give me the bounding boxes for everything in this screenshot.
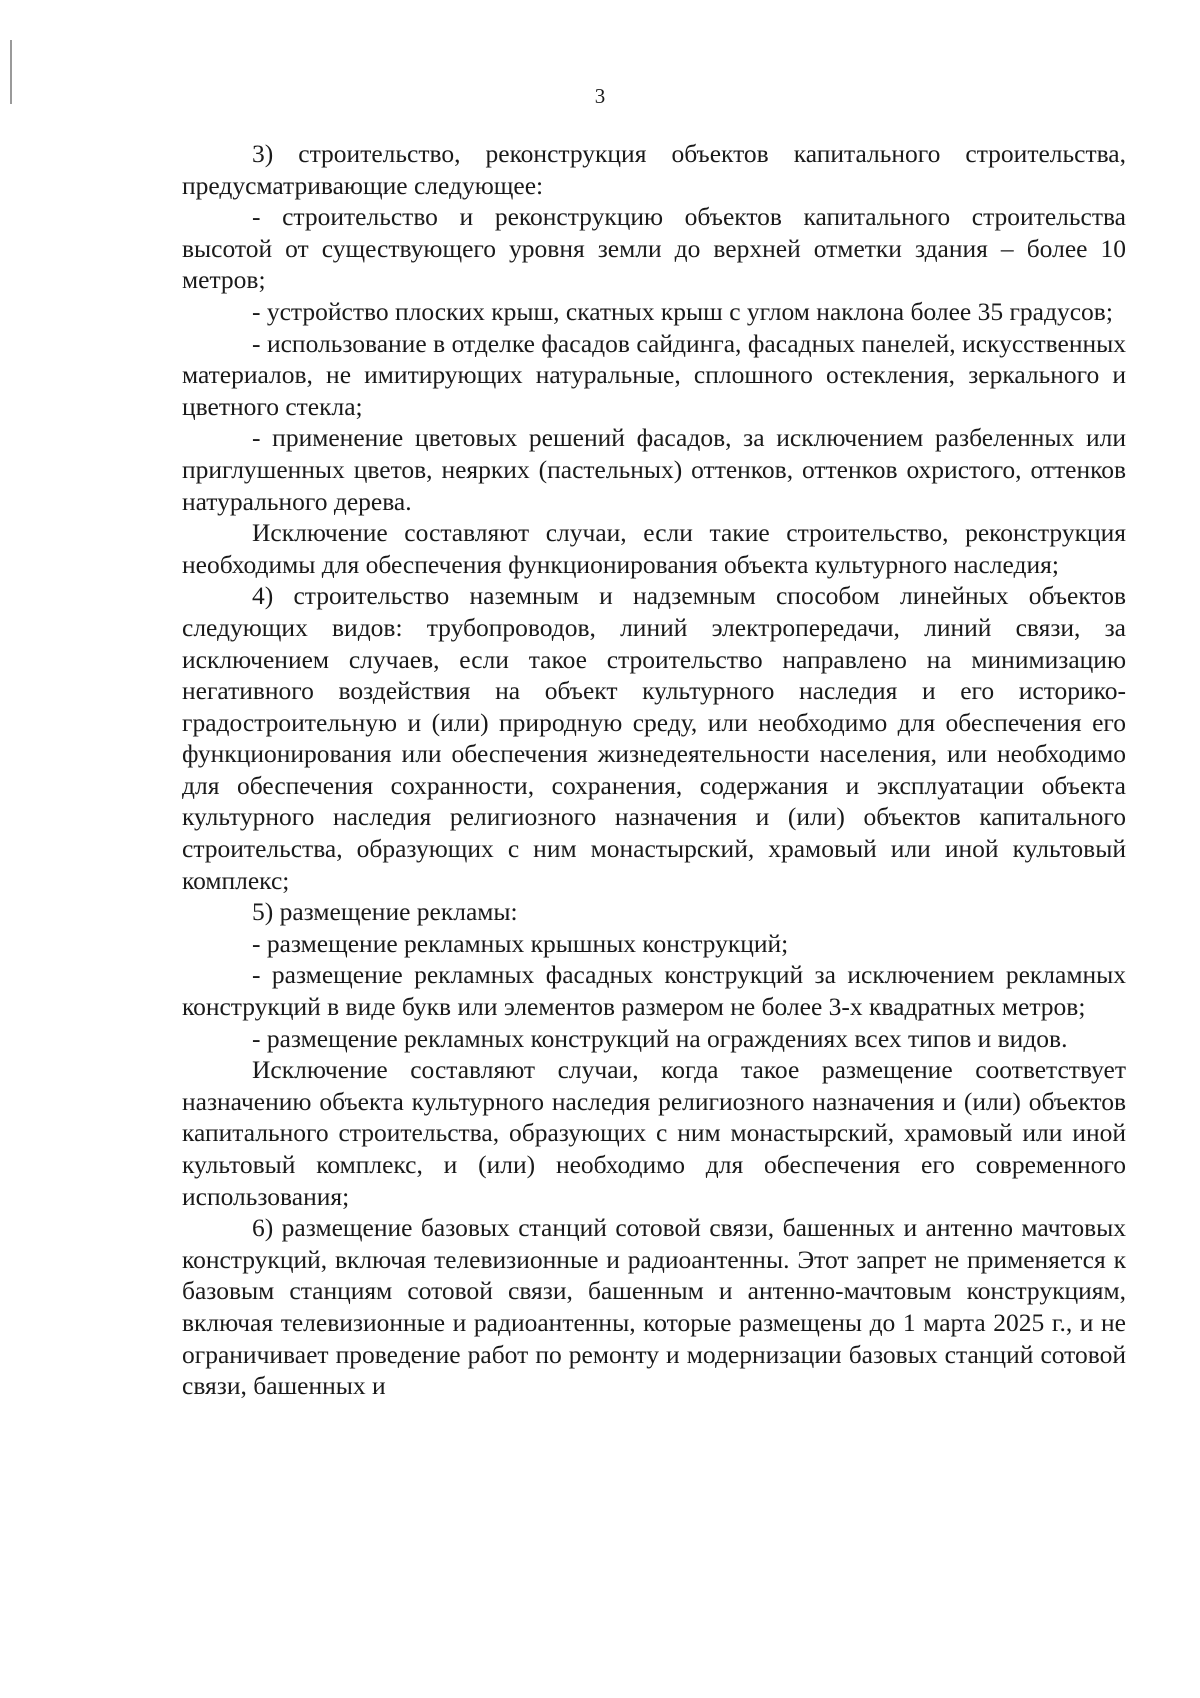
paragraph-exception-advertising: Исключение составляют случаи, когда такое размещение соответствует назначению объекта культурного наследия религиозного назначения и (или) объектов капитального строительства, образующих с ним монастырский, храмовый или иной культовый комплекс, и (или) необходимо для обеспечения его современного использования; [182,1055,1126,1211]
paragraph-item-4: 4) строительство наземным и надземным способом линейных объектов следующих видов: трубопроводов, линий электропередачи, линий связи, за исключением случаев, если такое строительство направлено на минимизацию негативного воздействия на объект культурного наследия и его историко-градостроительную и (или) природную среду, или необходимо для обеспечения его функционирования или обеспечения жизнедеятельности населения, или необходимо для обеспечения сохранности, сохранения, содержания и эксплуатации объекта культурного наследия религиозного назначения и (или) объектов капитального строительства, образующих с ним монастырский, храмовый или иной культовый комплекс; [182,581,1126,895]
paragraph-exception-construction: Исключение составляют случаи, если такие строительство, реконструкция необходимы для обеспечения функционирования объекта культурного наследия; [182,518,1126,579]
page-number: 3 [594,84,606,108]
paragraph-height-limit: - строительство и реконструкцию объектов капитального строительства высотой от существующего уровня земли до верхней отметки здания – более 10 метров; [182,202,1126,295]
paragraph-facade-advertising: - размещение рекламных фасадных конструкций за исключением рекламных конструкций в виде букв или элементов размером не более 3-х квадратных метров; [182,960,1126,1022]
paragraph-roof-advertising: - размещение рекламных крышных конструкций; [252,928,789,958]
paragraph-item-6: 6) размещение базовых станций сотовой связи, башенных и антенно мачтовых конструкций, включая телевизионные и радиоантенны. Этот запрет не применяется к базовым станциям сотовой связи, башенным и антенно-мачтовым конструкциям, включая телевизионные и радиоантенны, которые размещены до 1 марта 2025 г., и не ограничивает проведение работ по ремонту и модернизации базовых станций сотовой связи, башенных и [182,1213,1126,1401]
paragraph-fence-advertising: - размещение рекламных конструкций на ограждениях всех типов и видов. [252,1023,1068,1053]
paragraph-item-5: 5) размещение рекламы: [252,897,518,927]
paragraph-item-3: 3) строительство, реконструкция объектов капитального строительства, предусматривающие следующее: [182,139,1126,200]
paragraph-roof-restriction: - устройство плоских крыш, скатных крыш с углом наклона более 35 градусов; [252,296,1113,326]
document-body [182,138,1126,1402]
paragraph-facade-materials: - использование в отделке фасадов сайдинга, фасадных панелей, искусственных материалов, не имитирующих натуральные, сплошного остекления, зеркального и цветного стекла; [182,328,1126,421]
paragraph-facade-colors: - применение цветовых решений фасадов, за исключением разбеленных или приглушенных цветов, неярких (пастельных) оттенков, оттенков охристого, оттенков натурального дерева. [182,423,1126,516]
